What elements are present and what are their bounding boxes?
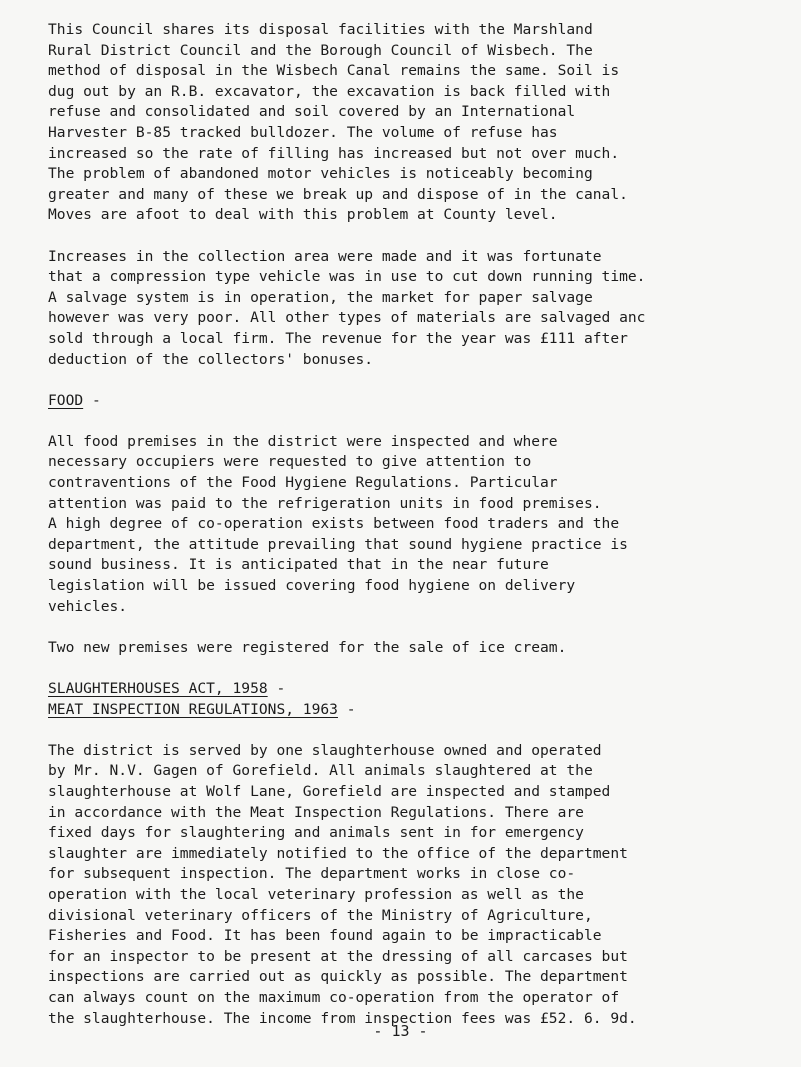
text-line: refuse and consolidated and soil covered by an International bbox=[48, 103, 576, 121]
text-line: can always count on the maximum co-operation from the operator of bbox=[48, 988, 620, 1006]
text-line: by Mr. N.V. Gagen of Gorefield. All animals slaughtered at the bbox=[48, 762, 593, 780]
text-line: dug out by an R.B. excavator, the excavation is back filled with bbox=[48, 82, 611, 100]
heading-slaughterhouses-act: SLAUGHTERHOUSES ACT, 1958 - bbox=[48, 680, 286, 697]
paragraph-food-premises bbox=[48, 432, 801, 617]
text-line: Increases in the collection area were made and it was fortunate bbox=[48, 247, 602, 265]
text-line: vehicles. bbox=[48, 597, 128, 615]
text-line: operation with the local veterinary profession as well as the bbox=[48, 885, 584, 903]
text-line: slaughter are immediately notified to the office of the department bbox=[48, 844, 628, 862]
paragraph-slaughterhouse bbox=[48, 741, 801, 1029]
text-line: sold through a local firm. The revenue for the year was £111 after bbox=[48, 329, 628, 347]
text-line: The problem of abandoned motor vehicles is noticeably becoming bbox=[48, 165, 593, 183]
text-line: fixed days for slaughtering and animals sent in for emergency bbox=[48, 824, 584, 842]
text-line: A high degree of co-operation exists between food traders and the bbox=[48, 515, 620, 533]
text-line: greater and many of these we break up and dispose of in the canal. bbox=[48, 185, 628, 203]
text-line: This Council shares its disposal facilities with the Marshland bbox=[48, 21, 593, 38]
text-line: A salvage system is in operation, the market for paper salvage bbox=[48, 288, 593, 306]
text-line: the slaughterhouse. The income from inspection fees was £52. 6. 9d. bbox=[48, 1009, 637, 1027]
text-line: attention was paid to the refrigeration units in food premises. bbox=[48, 494, 602, 512]
text-line: The district is served by one slaughterhouse owned and operated bbox=[48, 741, 602, 759]
heading-meat-inspection: MEAT INSPECTION REGULATIONS, 1963 - bbox=[48, 700, 356, 718]
text-line: department, the attitude prevailing that sound hygiene practice is bbox=[48, 535, 628, 553]
text-line: for subsequent inspection. The department works in close co- bbox=[48, 865, 576, 883]
heading-food: FOOD - bbox=[48, 391, 101, 409]
text-line: slaughterhouse at Wolf Lane, Gorefield are inspected and stamped bbox=[48, 782, 611, 800]
text-line: inspections are carried out as quickly as possible. The department bbox=[48, 968, 628, 986]
text-line: that a compression type vehicle was in use to cut down running time. bbox=[48, 268, 646, 286]
text-line: legislation will be issued covering food hygiene on delivery bbox=[48, 577, 576, 595]
text-line: divisional veterinary officers of the Ministry of Agriculture, bbox=[48, 906, 593, 924]
text-line: in accordance with the Meat Inspection Regulations. There are bbox=[48, 803, 584, 821]
text-line: Two new premises were registered for the sale of ice cream. bbox=[48, 638, 567, 656]
page-number: - 13 - bbox=[373, 1022, 428, 1040]
text-line: for an inspector to be present at the dressing of all carcases but bbox=[48, 947, 628, 965]
text-line: contraventions of the Food Hygiene Regulations. Particular bbox=[48, 474, 558, 492]
paragraph-refuse-disposal bbox=[48, 20, 801, 226]
text-line: Harvester B-85 tracked bulldozer. The volume of refuse has bbox=[48, 123, 558, 141]
text-line: necessary occupiers were requested to give attention to bbox=[48, 453, 532, 471]
text-line: All food premises in the district were inspected and where bbox=[48, 432, 558, 450]
text-line: method of disposal in the Wisbech Canal remains the same. Soil is bbox=[48, 62, 620, 80]
text-line: however was very poor. All other types of materials are salvaged anc bbox=[48, 309, 646, 327]
text-line: Moves are afoot to deal with this problem at County level. bbox=[48, 206, 558, 224]
text-line: Fisheries and Food. It has been found again to be impracticable bbox=[48, 927, 602, 945]
text-line: increased so the rate of filling has increased but not over much. bbox=[48, 144, 620, 162]
paragraph-collection-salvage bbox=[48, 247, 801, 371]
text-line: deduction of the collectors' bonuses. bbox=[48, 350, 374, 368]
text-line: Rural District Council and the Borough Council of Wisbech. The bbox=[48, 41, 593, 59]
text-line: sound business. It is anticipated that in the near future bbox=[48, 556, 549, 574]
paragraph-ice-cream bbox=[48, 638, 801, 659]
